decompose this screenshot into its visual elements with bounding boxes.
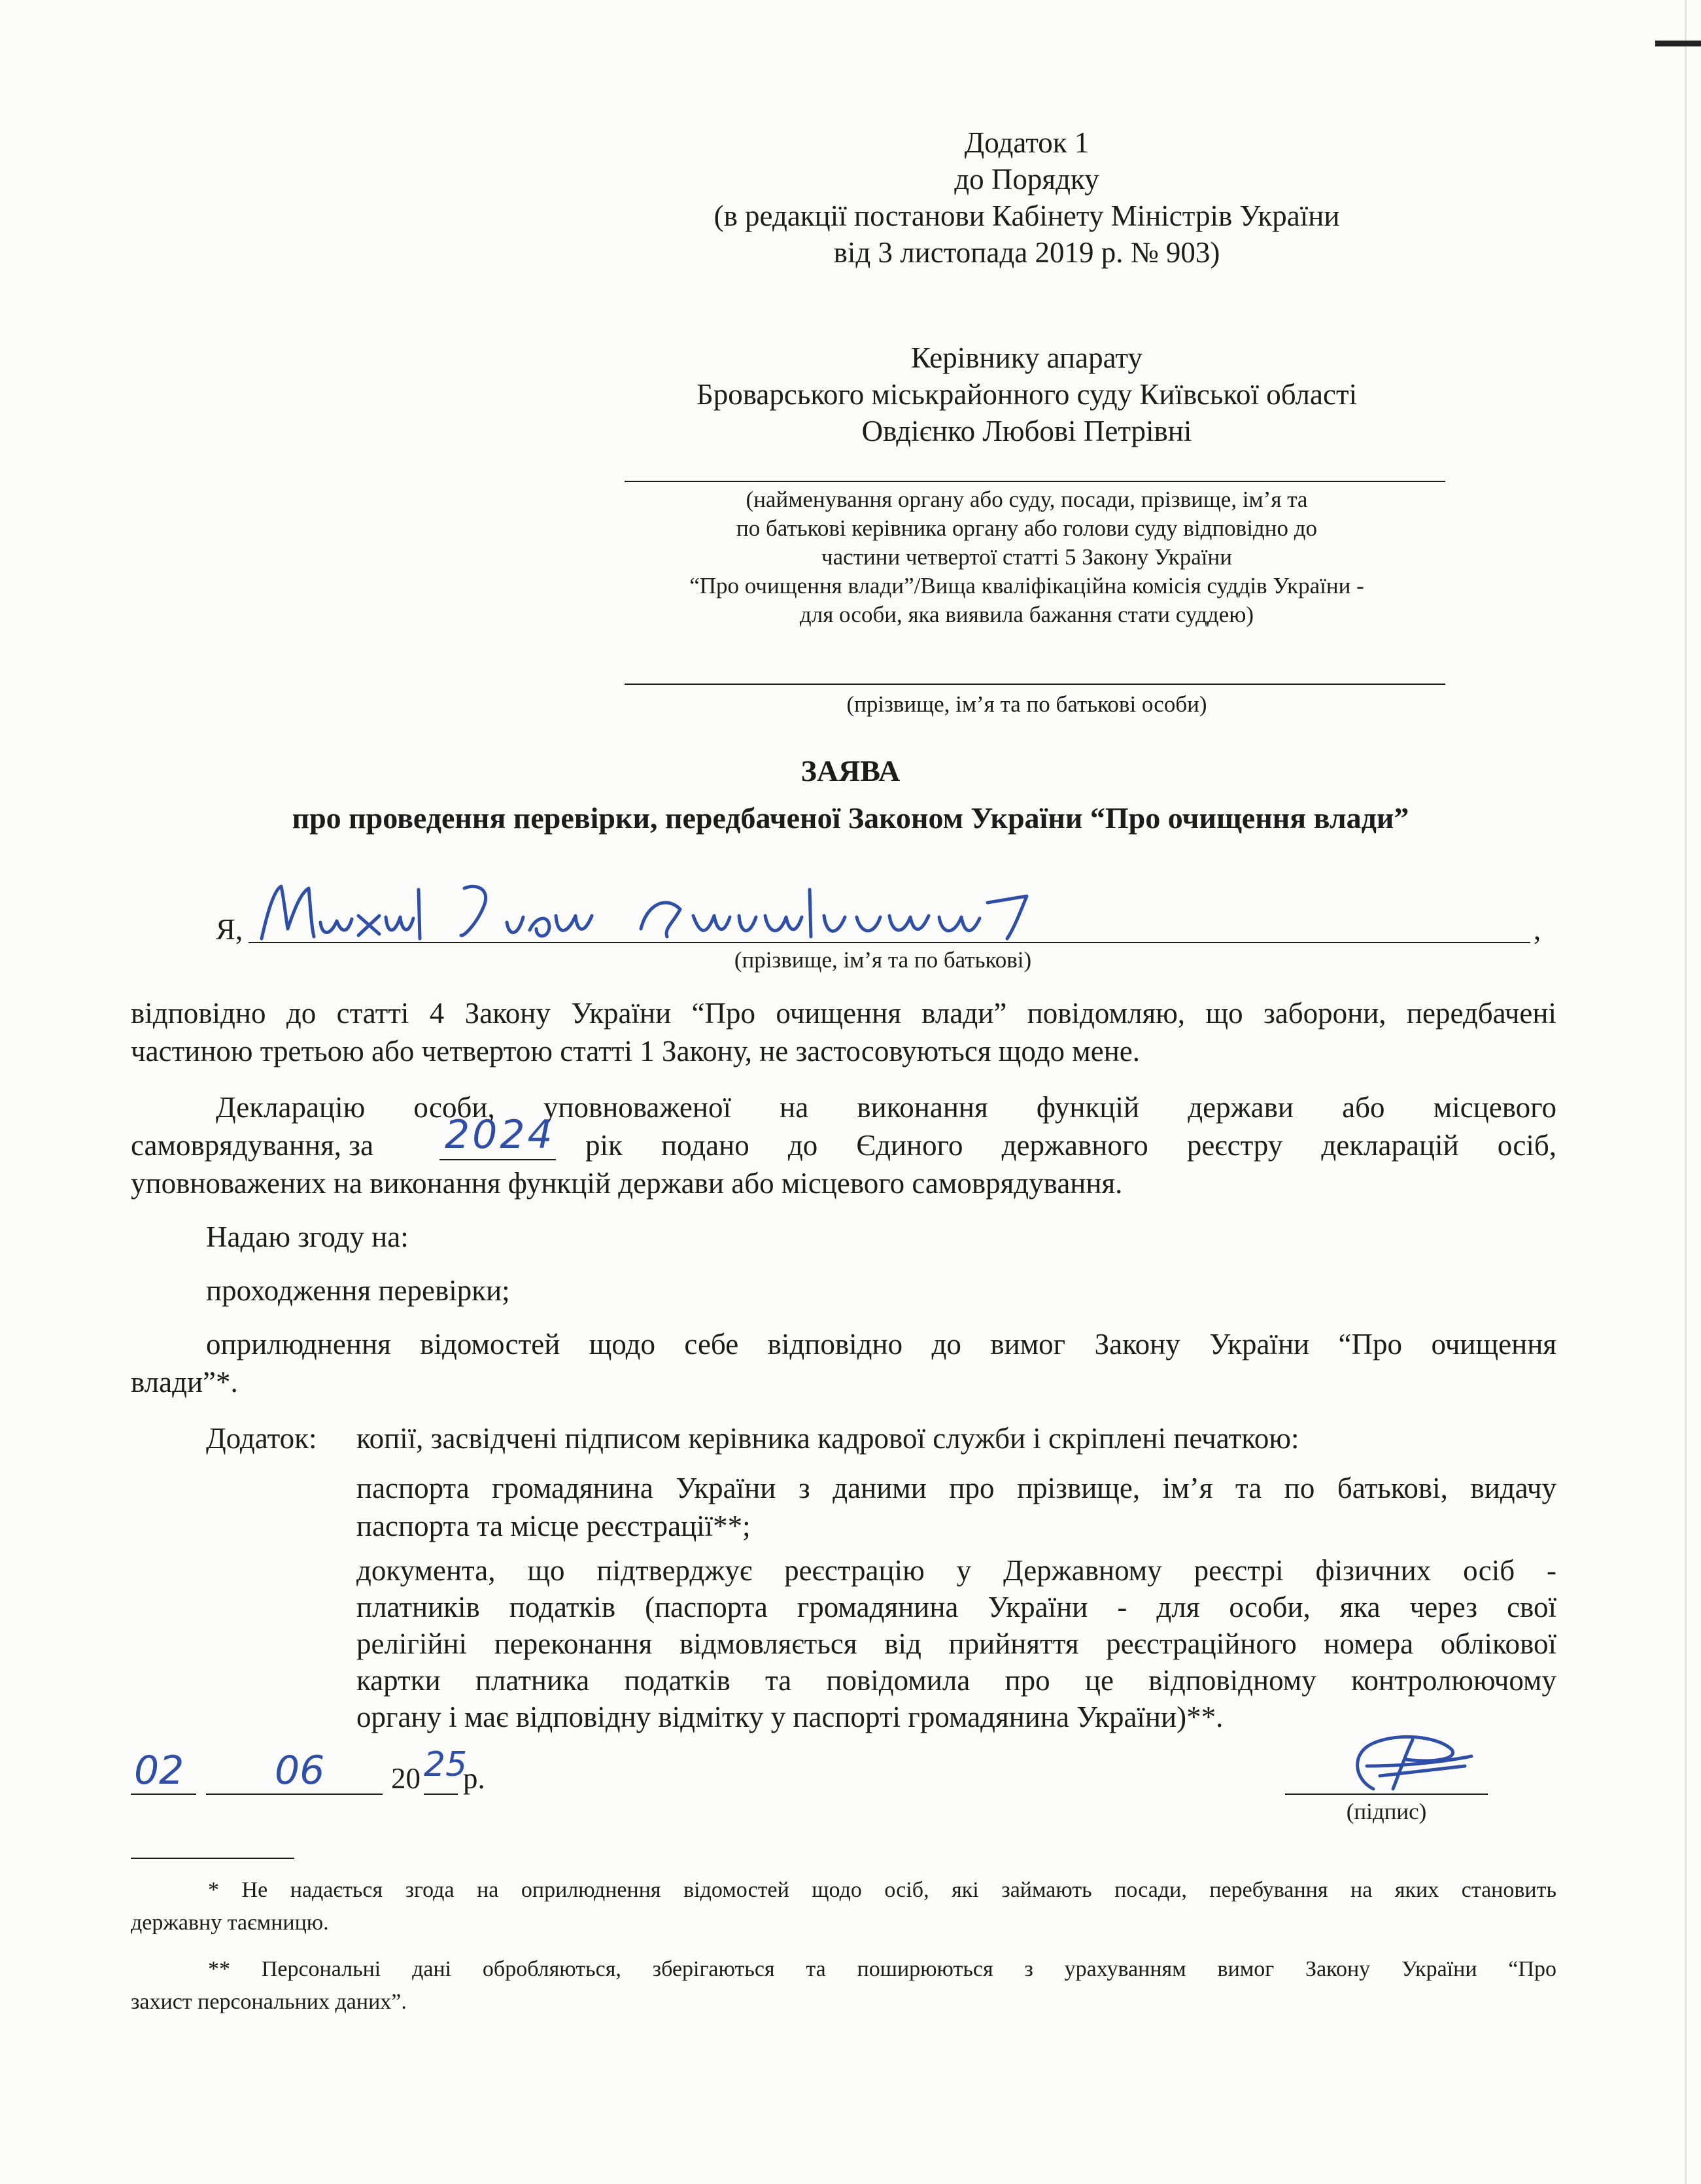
signature-caption: (підпис) (1346, 1799, 1427, 1824)
addressee-caption-line-1: (найменування органу або суду, посади, прізвище, ім’я та (746, 487, 1308, 512)
footnote-separator (131, 1858, 294, 1859)
attachment-item-2-line-1: документа, що підтверджує реєстрацію у Державному реєстрі фізичних осіб - (356, 1554, 1556, 1587)
date-year-prefix: 20 (391, 1762, 421, 1795)
date-year-underline (424, 1794, 458, 1795)
date-year-handwritten: 25 (424, 1745, 468, 1784)
attachment-intro: копії, засвідчені підписом керівника кадрової служби і скріплені печаткою: (356, 1422, 1299, 1455)
declaration-year-handwritten: 2024 (445, 1112, 555, 1158)
appendix-header-line-3: (в редакції постанови Кабінету Міністрів України (713, 199, 1340, 232)
handwritten-applicant-name (249, 876, 1112, 948)
signature-underline (1285, 1794, 1488, 1795)
attachment-item-2-line-2: платників податків (паспорта громадянина України - для особи, яка через свої (356, 1591, 1556, 1623)
footnote-1-line-2: державну таємницю. (131, 1911, 329, 1935)
attachment-item-2-line-4: картки платника податків та повідомила про це відповідному контролюючому (356, 1664, 1556, 1697)
consent-item-2-line-2: влади”*. (131, 1366, 238, 1398)
footnote-1-line-1: * Не надається згода на оприлюднення відомостей щодо осіб, які займають посади, перебування на яких становить (208, 1878, 1556, 1902)
date-month-handwritten: 06 (275, 1748, 325, 1794)
date-day-underline (131, 1794, 196, 1795)
addressee-underline (625, 481, 1445, 482)
date-suffix: р. (463, 1762, 485, 1795)
consent-heading: Надаю згоду на: (206, 1221, 409, 1253)
addressee-caption-line-5: для особи, яка виявила бажання стати суддею) (799, 602, 1254, 627)
attachment-item-1-line-2: паспорта та місце реєстрації**; (356, 1510, 751, 1542)
declaration-year-underline (439, 1159, 556, 1160)
appendix-header-line-4: від 3 листопада 2019 р. № 903) (833, 236, 1220, 269)
date-month-underline (206, 1794, 383, 1795)
paragraph-2-line-1: Декларацію особи, уповноваженої на виконання функцій держави або місцевого (216, 1091, 1556, 1124)
attachment-label: Додаток: (206, 1422, 317, 1455)
applicant-prefix: Я, (216, 913, 243, 946)
document-subtitle: про проведення перевірки, передбаченої Законом України “Про очищення влади” (292, 801, 1409, 835)
applicant-name-underline (625, 684, 1445, 685)
addressee-caption-line-2: по батькові керівника органу або голови суду відповідно до (736, 515, 1318, 541)
applicant-comma: , (1534, 913, 1541, 946)
attachment-item-2-line-3: релігійні переконання відмовляється від прийняття реєстраційного номера облікової (356, 1627, 1556, 1660)
attachment-item-1-line-1: паспорта громадянина України з даними про прізвище, ім’я та по батькові, видачу (356, 1472, 1556, 1504)
addressee-line-3: Овдієнко Любові Петрівні (861, 415, 1192, 447)
scan-edge-line (1685, 0, 1687, 2184)
consent-item-1: проходження перевірки; (206, 1274, 510, 1307)
footnote-2-line-2: захист персональних даних”. (131, 1990, 407, 2014)
date-day-handwritten: 02 (134, 1748, 184, 1794)
document-title: ЗАЯВА (800, 754, 901, 788)
consent-item-2-line-1: оприлюднення відомостей щодо себе відповідно до вимог Закону України “Про очищення (206, 1328, 1556, 1361)
paragraph-1-line-1: відповідно до статті 4 Закону України “Про очищення влади” повідомляю, що заборони, передбачені (131, 997, 1556, 1030)
footnote-2-line-1: ** Персональні дані обробляються, зберігаються та поширюються з урахуванням вимог Закону України “Про (208, 1957, 1556, 1981)
attachment-item-2-line-5: органу і має відповідну відмітку у паспорті громадянина України)**. (356, 1701, 1224, 1733)
paragraph-2-line-2-end: рік подано до Єдиного державного реєстру декларацій осіб, (585, 1129, 1556, 1162)
applicant-name-caption: (прізвище, ім’я та по батькові особи) (846, 691, 1207, 717)
appendix-header-line-1: Додаток 1 (964, 126, 1090, 159)
appendix-header-line-2: до Порядку (954, 163, 1099, 196)
addressee-line-1: Керівнику апарату (911, 341, 1143, 374)
addressee-caption-line-3: частини четвертої статті 5 Закону України (821, 544, 1232, 570)
signature-handwritten (1328, 1727, 1485, 1799)
paragraph-1-line-2: частиною третьою або четвертою статті 1 Закону, не застосовуються щодо мене. (131, 1035, 1141, 1067)
addressee-caption-line-4: “Про очищення влади”/Вища кваліфікаційна комісія суддів України - (689, 573, 1364, 598)
applicant-caption: (прізвище, ім’я та по батькові) (734, 947, 1032, 973)
scan-edge-mark (1655, 41, 1701, 46)
paragraph-2-line-3: уповноважених на виконання функцій держави або місцевого самоврядування. (131, 1167, 1123, 1200)
paragraph-2-line-2-start: самоврядування, за (131, 1129, 374, 1162)
addressee-line-2: Броварського міськрайонного суду Київської області (696, 378, 1358, 411)
